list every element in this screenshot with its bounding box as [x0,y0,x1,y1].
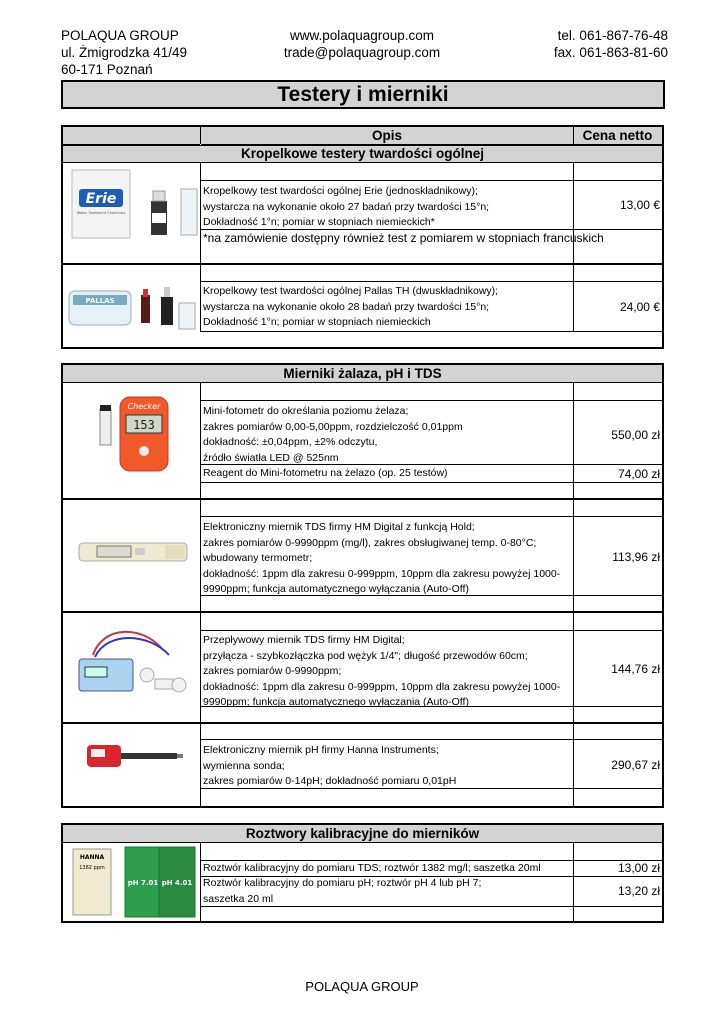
table-header-empty [63,127,200,145]
product-description: Kropelkowy test twardości ogólnej Erie (jednoskładnikowy); wystarcza na wykonanie około 27 badań przy twardości 15°n; Dokładność 1°n; pomiar w stopniach niemieckich* [203,185,490,228]
section-title: Mierniki żalaza, pH i TDS [63,365,662,383]
table-header-description: Opis [201,127,573,145]
city-address: 60-171 Poznań [61,62,153,77]
street-address: ul. Żmigrodzka 41/49 [61,45,188,60]
product-price: 144,76 zł [611,662,660,676]
pallas-logo-text: PALLAS [85,297,115,305]
product-price: 24,00 € [619,300,660,314]
calibration-sachets-image [69,845,197,919]
product-description: Elektroniczny miernik pH firmy Hanna Instruments; wymienna sonda; zakres pomiarów 0-14pH; dokładność pomiaru 0,01pH [203,744,457,787]
page-title: Testery i mierniki [61,80,665,109]
company-phones [554,27,668,61]
page-footer: POLAQUA GROUP [305,979,419,994]
website-link[interactable]: www.polaquagroup.com [289,28,435,43]
company-name: POLAQUA GROUP [61,28,179,43]
section-calibration [61,823,664,923]
product-description: Roztwór kalibracyjny do pomiaru TDS; roztwór 1382 mg/l; saszetka 20ml [203,862,541,874]
flow-tds-meter-image [73,615,197,705]
section-drop-testers [61,125,664,349]
product-description: Reagent do Mini-fotometru na żelazo (op. 25 testów) [203,467,448,479]
checker-label: Checker [127,402,161,411]
section-meters [61,363,664,808]
table-header-price: Cena netto [573,127,662,145]
erie-logo-text: Erie [85,191,117,207]
photometer-display: 153 [133,418,155,432]
erie-logo-subtext: Water Treatment Chemicals [76,211,126,215]
product-price: 113,96 zł [612,550,660,564]
product-description: Mini-fotometr do określania poziomu żelaza; zakres pomiarów 0,00-5,00ppm, rozdzielczość 0,01ppm dokładność: ±0,04ppm, ±2% odczytu, źródło światła LED @ 525nm [203,405,463,464]
section-title: Kropelkowe testery twardości ogólnej [63,145,662,163]
product-description: Elektroniczny miernik TDS firmy HM Digital z funkcją Hold; zakres pomiarów 0-9990ppm (mg/l), zakres obsługiwanej temp. 0-80°C; wbudowany termometr; dokładność: 1ppm dla zakresu 0-999ppm, 10ppm dla zakresu powyżej 1000- 9990ppm; funkcja automatycznego wyłączania (Auto-Off) [203,521,561,595]
pallas-test-image [67,275,199,333]
sachet-ph4-label: pH 4.01 [161,879,193,887]
product-price: 13,00 € [619,198,660,212]
fax-number: fax. 061-863-81-60 [553,45,668,60]
product-price: 550,00 zł [611,428,660,442]
sachet-brand-tds: HANNA [79,854,105,861]
product-description: Kropelkowy test twardości ogólnej Pallas TH (dwuskładnikowy); wystarcza na wykonanie około 28 badań przy twardości 15°n; Dokładność 1°n; pomiar w stopniach niemieckich [203,285,499,328]
erie-test-image [71,167,199,241]
product-description: Roztwór kalibracyjny do pomiaru pH; roztwór pH 4 lub pH 7; saszetka 20 ml [203,877,482,905]
iron-photometer-image [93,389,193,479]
phone-number: tel. 061-867-76-48 [557,28,668,43]
product-price: 13,20 zł [617,884,660,898]
product-note: *na zamówienie dostępny również test z pomiarem w stopniach francuskich [203,231,604,245]
product-price: 290,67 zł [611,758,660,772]
tds-meter-image [75,533,195,573]
section-title: Roztwory kalibracyjne do mierników [63,825,662,843]
sachet-tds-label: 1382 ppm [79,865,105,871]
product-price: 74,00 zł [617,467,660,481]
sachet-ph7-label: pH 7.01 [127,879,159,887]
ph-meter-image [83,737,193,777]
email-link[interactable]: trade@polaquagroup.com [283,45,441,60]
product-description: Przepływowy miernik TDS firmy HM Digital; przyłącza - szybkozłączka pod wężyk 1/4"; długość przewodów 60cm; zakres pomiarów 0-9990ppm; dokładność: 1ppm dla zakresu 0-999ppm, 10ppm dla zakresu powyżej 1000- 9990ppm; funkcja automatycznego wyłączania (Auto-Off) [203,634,561,708]
product-price: 13,00 zł [617,861,660,875]
